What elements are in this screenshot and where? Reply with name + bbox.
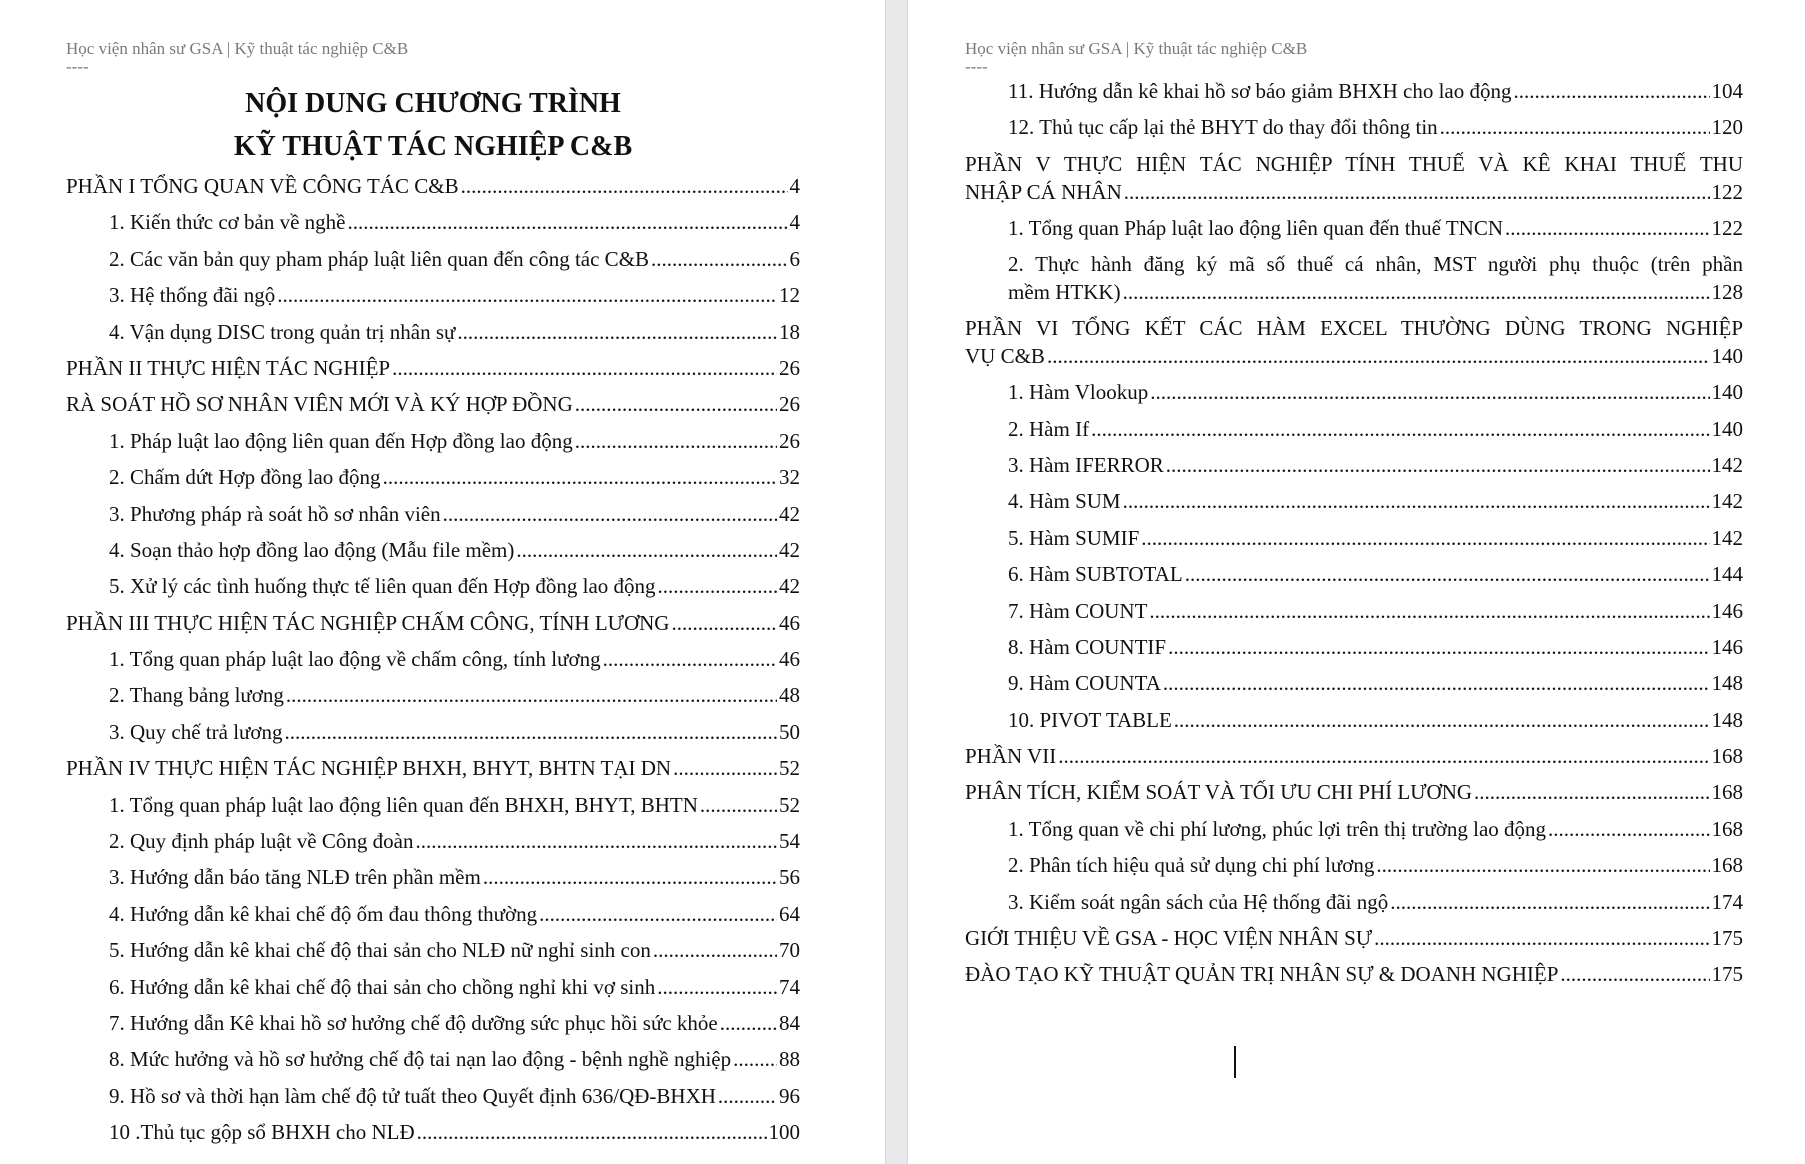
toc-entry[interactable] — [965, 146, 1743, 210]
toc-entry[interactable] — [1008, 246, 1743, 310]
toc-entry-label: 3. Phương pháp rà soát hồ sơ nhân viên — [109, 501, 441, 526]
toc-entry-page: 168 — [1711, 780, 1743, 805]
toc-leader-dots — [392, 350, 777, 386]
toc-entry-page: 120 — [1711, 115, 1743, 140]
toc-leader-dots — [1174, 702, 1710, 738]
toc-leader-dots — [1474, 774, 1709, 810]
toc-leader-dots — [671, 605, 777, 641]
toc-leader-dots — [1505, 210, 1710, 246]
toc-entry-label: GIỚI THIỆU VỀ GSA - HỌC VIỆN NHÂN SỰ — [965, 926, 1373, 951]
toc-leader-dots — [1047, 342, 1710, 370]
toc-entry[interactable] — [1008, 109, 1743, 145]
toc-entry-page: 142 — [1711, 489, 1743, 514]
page-gutter — [885, 0, 908, 1164]
toc-leader-dots — [700, 787, 777, 823]
toc-leader-dots — [415, 823, 777, 859]
toc-entry[interactable] — [66, 969, 800, 1005]
toc-entry-page: 88 — [779, 1047, 800, 1072]
toc-entry-label: 1. Kiến thức cơ bản về nghề — [109, 210, 346, 235]
toc-entry-page: 168 — [1711, 816, 1743, 841]
toc-entry-label: 1. Tổng quan Pháp luật lao động liên quan đến thuế TNCN — [1008, 215, 1503, 240]
toc-entry[interactable] — [66, 714, 800, 750]
toc-leader-dots — [1390, 884, 1709, 920]
toc-leader-dots — [417, 1114, 767, 1150]
toc-entry-label: 12. Thủ tục cấp lại thẻ BHYT do thay đổi thông tin — [1008, 115, 1438, 140]
toc-entry[interactable] — [1008, 593, 1743, 629]
toc-leader-dots — [457, 314, 777, 350]
toc-entry-page: 4 — [789, 210, 800, 235]
toc-leader-dots — [575, 386, 777, 422]
toc-leader-dots — [658, 568, 777, 604]
toc-leader-dots — [603, 641, 777, 677]
toc-entry-page: 42 — [779, 537, 800, 562]
toc-entry[interactable] — [1008, 447, 1743, 483]
toc-entry-page: 26 — [779, 428, 800, 453]
toc-entry-page: 148 — [1711, 707, 1743, 732]
toc-entry-page: 142 — [1711, 525, 1743, 550]
toc-entry-label: 10 .Thủ tục gộp sổ BHXH cho NLĐ — [109, 1120, 415, 1145]
toc-entry-label: 3. Quy chế trả lương — [109, 719, 283, 744]
toc-entry-label: PHẦN I TỔNG QUAN VỀ CÔNG TÁC C&B — [66, 174, 459, 198]
toc-entry-label-cont: mềm HTKK) — [1008, 280, 1121, 305]
toc-entry[interactable] — [1008, 556, 1743, 592]
toc-entry-page: 84 — [779, 1010, 800, 1035]
toc-leader-dots — [1374, 920, 1709, 956]
toc-entry[interactable] — [66, 750, 800, 786]
toc-entry-page: 64 — [779, 901, 800, 926]
toc-entry-page: 140 — [1711, 380, 1743, 405]
toc-entry[interactable] — [965, 774, 1743, 810]
toc-leader-dots — [1440, 109, 1710, 145]
page-header: Học viện nhân sư GSA | Kỹ thuật tác nghiệp C&B — [66, 39, 409, 58]
toc-entry-label: PHẦN VI TỔNG KẾT CÁC HÀM EXCEL THƯỜNG DÙNG TRONG NGHIỆP — [965, 316, 1743, 341]
toc-entry-page: 54 — [779, 829, 800, 854]
toc-entry[interactable] — [66, 787, 800, 823]
toc-entry-label: PHẦN V THỰC HIỆN TÁC NGHIỆP TÍNH THUẾ VÀ KÊ KHAI THUẾ THU — [965, 151, 1743, 176]
toc-entry-page: 142 — [1711, 452, 1743, 477]
toc-entry-label: 9. Hàm COUNTA — [1008, 671, 1161, 696]
toc-leader-dots — [720, 1005, 777, 1041]
toc-entry-page: 70 — [779, 938, 800, 963]
toc-entry-label: 7. Hàm COUNT — [1008, 598, 1148, 623]
toc-entry-label: 4. Vận dụng DISC trong quản trị nhân sự — [109, 319, 456, 344]
toc-leader-dots — [733, 1041, 777, 1077]
toc-entry[interactable] — [66, 932, 800, 968]
toc-entry-page: 96 — [779, 1083, 800, 1108]
toc-entry-label: 2. Thang bảng lương — [109, 683, 284, 708]
toc-entry-page: 52 — [779, 756, 800, 781]
toc-leader-dots — [348, 204, 788, 240]
toc-entry-label: 4. Soạn thảo hợp đồng lao động (Mẫu file mềm) — [109, 537, 515, 562]
toc-entry-label: 1. Pháp luật lao động liên quan đến Hợp đồng lao động — [109, 428, 573, 453]
toc-entry[interactable] — [66, 859, 800, 895]
toc-entry-label: RÀ SOÁT HỒ SƠ NHÂN VIÊN MỚI VÀ KÝ HỢP ĐỒNG — [66, 392, 573, 417]
page-header: Học viện nhân sư GSA | Kỹ thuật tác nghiệp C&B — [965, 39, 1308, 58]
toc-entry-page: 146 — [1711, 598, 1743, 623]
toc-entry-label: PHẦN VII — [965, 744, 1057, 769]
toc-leader-dots — [718, 1078, 777, 1114]
toc-leader-dots — [1058, 738, 1709, 774]
toc-list-left — [66, 168, 800, 1151]
toc-list-right-b — [1008, 210, 1743, 246]
toc-entry-label: 3. Hàm IFERROR — [1008, 452, 1164, 477]
toc-entry-page: 32 — [779, 465, 800, 490]
toc-leader-dots — [657, 969, 777, 1005]
toc-entry[interactable] — [965, 310, 1743, 374]
toc-entry-label: 3. Hướng dẫn báo tăng NLĐ trên phần mềm — [109, 865, 481, 890]
toc-entry-page: 42 — [779, 574, 800, 599]
toc-leader-dots — [1163, 665, 1710, 701]
toc-entry-page: 144 — [1711, 562, 1743, 587]
toc-entry-page: 140 — [1711, 416, 1743, 441]
toc-entry-page: 12 — [779, 283, 800, 308]
toc-entry-label: 2. Thực hành đăng ký mã số thuế cá nhân, MST người phụ thuộc (trên phần — [1008, 252, 1743, 277]
toc-title-line2: KỸ THUẬT TÁC NGHIỆP C&B — [233, 131, 633, 162]
toc-entry-label: 1. Tổng quan pháp luật lao động liên quan đến BHXH, BHYT, BHTN — [109, 792, 698, 817]
toc-leader-dots — [1560, 956, 1709, 992]
toc-leader-dots — [1514, 73, 1710, 109]
toc-entry[interactable] — [1008, 73, 1743, 109]
toc-entry-label: 2. Các văn bản quy pham pháp luật liên quan đến công tác C&B — [109, 246, 650, 271]
toc-entry[interactable] — [1008, 884, 1743, 920]
toc-leader-dots — [516, 532, 777, 568]
toc-entry-page: 6 — [789, 246, 800, 271]
toc-entry[interactable] — [66, 641, 800, 677]
toc-entry-page: 74 — [779, 974, 800, 999]
toc-entry[interactable] — [1008, 411, 1743, 447]
toc-leader-dots — [1091, 411, 1709, 447]
toc-leader-dots — [285, 714, 777, 750]
toc-entry[interactable] — [66, 277, 800, 313]
toc-entry[interactable] — [66, 241, 800, 277]
toc-entry[interactable] — [66, 1114, 800, 1150]
toc-entry[interactable] — [66, 386, 800, 422]
toc-entry-page: 146 — [1711, 634, 1743, 659]
toc-entry-label: PHÂN TÍCH, KIỂM SOÁT VÀ TỐI ƯU CHI PHÍ LƯƠNG — [965, 780, 1473, 805]
toc-leader-dots — [1149, 593, 1709, 629]
toc-entry[interactable] — [965, 738, 1743, 774]
toc-entry-label: 7. Hướng dẫn Kê khai hồ sơ hưởng chế độ dưỡng sức phục hồi sức khỏe — [109, 1010, 718, 1035]
header-rule: ---- — [66, 57, 89, 76]
toc-entry-label: 9. Hồ sơ và thời hạn làm chế độ tử tuất theo Quyết định 636/QĐ-BHXH — [109, 1083, 716, 1108]
toc-entry[interactable] — [66, 459, 800, 495]
toc-entry-label: 1. Tổng quan pháp luật lao động về chấm công, tính lương — [109, 647, 601, 672]
toc-entry-label: 3. Kiểm soát ngân sách của Hệ thống đãi ngộ — [1008, 889, 1389, 914]
toc-entry-label: 1. Tổng quan về chi phí lương, phúc lợi trên thị trường lao động — [1008, 816, 1547, 841]
toc-entry-page: 122 — [1711, 179, 1743, 204]
toc-entry-page: 140 — [1711, 344, 1743, 369]
document-page-left — [0, 0, 885, 1164]
text-cursor — [1234, 1046, 1236, 1078]
document-page-right — [908, 0, 1805, 1164]
toc-entry-label-cont: VỤ C&B — [965, 344, 1045, 369]
toc-list-right-c — [965, 374, 1743, 993]
toc-entry-page: 26 — [779, 392, 800, 417]
toc-entry-label: 2. Chấm dứt Hợp đồng lao động — [109, 465, 381, 490]
toc-entry-label: 2. Hàm If — [1008, 416, 1090, 441]
toc-leader-dots — [1185, 556, 1710, 592]
toc-leader-dots — [1123, 483, 1710, 519]
toc-entry-page: 175 — [1711, 962, 1743, 987]
toc-entry-page: 174 — [1711, 889, 1743, 914]
toc-leader-dots — [1376, 847, 1709, 883]
toc-entry[interactable] — [66, 823, 800, 859]
toc-leader-dots — [1124, 178, 1710, 206]
toc-leader-dots — [383, 459, 777, 495]
toc-leader-dots — [651, 241, 787, 277]
toc-entry-page: 128 — [1711, 280, 1743, 305]
toc-entry[interactable] — [1008, 811, 1743, 847]
toc-entry[interactable] — [66, 605, 800, 641]
toc-leader-dots — [1548, 811, 1709, 847]
toc-entry-label: 5. Xử lý các tình huống thực tế liên quan đến Hợp đồng lao động — [109, 574, 656, 599]
toc-entry-label: 6. Hướng dẫn kê khai chế độ thai sản cho chồng nghỉ khi vợ sinh — [109, 974, 656, 999]
toc-entry-label: PHẦN II THỰC HIỆN TÁC NGHIỆP — [66, 355, 391, 380]
toc-entry[interactable] — [66, 1005, 800, 1041]
toc-entry-page: 100 — [768, 1120, 800, 1145]
toc-entry-label: 5. Hàm SUMIF — [1008, 525, 1140, 550]
toc-leader-dots — [277, 277, 777, 313]
toc-leader-dots — [443, 496, 777, 532]
toc-leader-dots — [539, 896, 777, 932]
toc-leader-dots — [673, 750, 777, 786]
toc-entry[interactable] — [1008, 847, 1743, 883]
toc-entry-label: 1. Hàm Vlookup — [1008, 380, 1149, 405]
toc-entry-label: 10. PIVOT TABLE — [1008, 707, 1172, 732]
toc-list-right-a — [1008, 73, 1743, 146]
toc-leader-dots — [1168, 629, 1709, 665]
toc-entry-page: 52 — [779, 792, 800, 817]
toc-entry[interactable] — [1008, 520, 1743, 556]
toc-entry-page: 48 — [779, 683, 800, 708]
toc-entry[interactable] — [66, 423, 800, 459]
toc-entry-label: 5. Hướng dẫn kê khai chế độ thai sản cho NLĐ nữ nghỉ sinh con — [109, 938, 651, 963]
toc-entry-label: PHẦN III THỰC HIỆN TÁC NGHIỆP CHẤM CÔNG, TÍNH LƯƠNG — [66, 610, 670, 635]
toc-entry-page: 46 — [779, 647, 800, 672]
toc-entry-label: 2. Quy định pháp luật về Công đoàn — [109, 829, 414, 854]
toc-entry-page: 42 — [779, 501, 800, 526]
toc-entry[interactable] — [1008, 702, 1743, 738]
toc-entry[interactable] — [1008, 665, 1743, 701]
toc-leader-dots — [1150, 374, 1709, 410]
toc-leader-dots — [653, 932, 777, 968]
toc-entry-label: 4. Hàm SUM — [1008, 489, 1121, 514]
toc-entry-page: 168 — [1711, 853, 1743, 878]
toc-entry-label: 11. Hướng dẫn kê khai hồ sơ báo giảm BHXH cho lao động — [1008, 79, 1512, 103]
toc-entry-page: 26 — [779, 355, 800, 380]
toc-entry-page: 175 — [1711, 926, 1743, 951]
toc-entry-page: 168 — [1711, 744, 1743, 769]
toc-entry[interactable] — [66, 496, 800, 532]
toc-entry[interactable] — [66, 204, 800, 240]
toc-entry[interactable] — [965, 956, 1743, 992]
toc-leader-dots — [1141, 520, 1709, 556]
toc-entry[interactable] — [1008, 483, 1743, 519]
toc-leader-dots — [461, 168, 788, 204]
toc-entry-label: PHẦN IV THỰC HIỆN TÁC NGHIỆP BHXH, BHYT, BHTN TẠI DN — [66, 756, 672, 781]
toc-entry[interactable] — [66, 350, 800, 386]
toc-entry-page: 104 — [1711, 79, 1743, 103]
toc-entry-page: 50 — [779, 719, 800, 744]
toc-entry-label: 8. Mức hưởng và hồ sơ hưởng chế độ tai nạn lao động - bệnh nghề nghiệp — [109, 1047, 732, 1072]
toc-leader-dots — [286, 677, 777, 713]
toc-entry[interactable] — [66, 568, 800, 604]
toc-entry-label: 3. Hệ thống đãi ngộ — [109, 283, 276, 308]
toc-entry[interactable] — [1008, 629, 1743, 665]
toc-leader-dots — [483, 859, 777, 895]
toc-entry[interactable] — [66, 532, 800, 568]
toc-entry[interactable] — [66, 1041, 800, 1077]
toc-entry-page: 4 — [789, 174, 800, 198]
toc-entry-label: ĐÀO TẠO KỸ THUẬT QUẢN TRỊ NHÂN SỰ & DOANH NGHIỆP — [965, 962, 1559, 987]
toc-leader-dots — [1166, 447, 1710, 483]
toc-entry[interactable] — [965, 920, 1743, 956]
toc-entry-label: 4. Hướng dẫn kê khai chế độ ốm đau thông thường — [109, 901, 538, 926]
toc-entry-label: 8. Hàm COUNTIF — [1008, 634, 1167, 659]
toc-entry[interactable] — [66, 168, 800, 204]
toc-entry[interactable] — [1008, 374, 1743, 410]
toc-entry-label: 6. Hàm SUBTOTAL — [1008, 562, 1183, 587]
toc-entry-page: 148 — [1711, 671, 1743, 696]
toc-entry-page: 122 — [1711, 215, 1743, 240]
header-rule: ---- — [965, 57, 988, 76]
toc-leader-dots — [1123, 278, 1710, 306]
toc-entry-page: 18 — [779, 319, 800, 344]
toc-entry-page: 56 — [779, 865, 800, 890]
toc-entry[interactable] — [66, 896, 800, 932]
toc-entry[interactable] — [66, 314, 800, 350]
toc-entry[interactable] — [66, 1078, 800, 1114]
toc-entry[interactable] — [66, 677, 800, 713]
toc-entry-label-cont: NHẬP CÁ NHÂN — [965, 179, 1122, 204]
toc-entry-page: 46 — [779, 610, 800, 635]
toc-title-line1: NỘI DUNG CHƯƠNG TRÌNH — [245, 88, 621, 119]
toc-entry[interactable] — [1008, 210, 1743, 246]
toc-leader-dots — [575, 423, 777, 459]
toc-entry-label: 2. Phân tích hiệu quả sử dụng chi phí lương — [1008, 853, 1375, 878]
